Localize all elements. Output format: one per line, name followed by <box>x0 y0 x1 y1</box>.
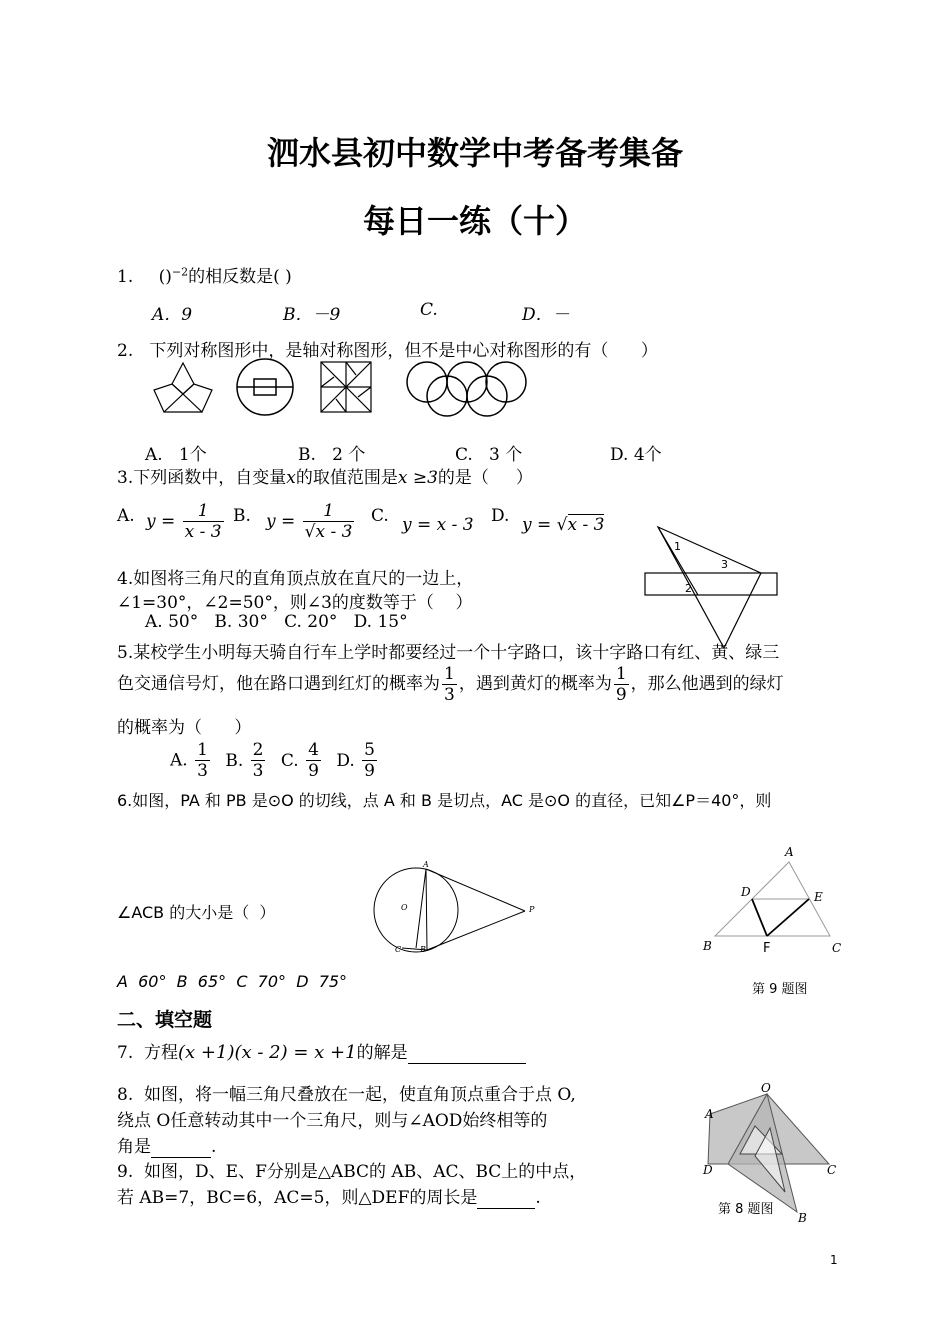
question-4-line1: 4.如图将三角尺的直角顶点放在直尺的一边上， <box>117 569 474 589</box>
q2-option-d: D. 4个 <box>610 445 662 465</box>
q5-opt-c-letter: C. <box>280 750 299 771</box>
q1-option-d: D．－ <box>522 305 570 325</box>
q7-stem: 7. 方程 <box>117 1043 179 1063</box>
ruler-shape <box>645 573 777 595</box>
q5-line2-a: 色交通信号灯，他在路口遇到红灯的概率为 <box>117 674 440 694</box>
q3-option-b: y = $\frac{1}{√x - 3}$ <box>266 501 353 542</box>
fig9-label-b: B <box>703 939 712 953</box>
question-8-line3 <box>117 1132 216 1158</box>
q5-opt-a-den: 3 <box>197 761 208 781</box>
q3-option-d: y = √x - 3 <box>522 515 605 535</box>
q3-a-yeq: y = <box>146 511 176 532</box>
q8-line3-tail: . <box>211 1137 217 1157</box>
fig8-label-d: D <box>703 1163 713 1177</box>
angle-1-label: 1 <box>674 540 681 553</box>
fig8-label-a: A <box>705 1107 714 1121</box>
q3-b-yeq: y = <box>266 511 296 532</box>
document-subtitle: 每日一练（十） <box>362 202 587 240</box>
question-5-line3: 的概率为（ ） <box>117 718 252 738</box>
question-7 <box>117 1038 526 1064</box>
q3-option-b-letter: B. <box>233 506 251 526</box>
q6-options: A 60° B 65° C 70° D 75° <box>117 972 348 991</box>
q5-line2-c: ，那么他遇到的绿灯 <box>630 674 784 694</box>
q5-opt-d-den: 9 <box>364 761 375 781</box>
fig8-label-c: C <box>827 1163 837 1177</box>
point-b-label: B <box>420 945 426 954</box>
q3-var: x <box>286 468 296 488</box>
q5-red-den: 3 <box>444 685 455 705</box>
q5-line2-b: ，遇到黄灯的概率为 <box>458 674 612 694</box>
q5-opt-a-letter: A. <box>170 750 188 771</box>
pinwheel-figure <box>321 362 371 412</box>
q4-options: A. 50° B. 30° C. 20° D. 15° <box>145 612 408 632</box>
document-title: 泗水县初中数学中考备考集备 <box>266 134 683 172</box>
q2-option-a: A. 1个 <box>145 445 207 465</box>
question-3 <box>117 463 533 488</box>
question-5-line1: 5.某校学生小明每天骑自行车上学时都要经过一个十字路口，该十字路口有红、黄、绿三 <box>117 643 780 663</box>
q5-opt-b-den: 3 <box>252 761 264 781</box>
question-5-line2 <box>117 664 784 705</box>
fig9-label-e: E <box>814 890 823 904</box>
q3-option-d-letter: D. <box>491 506 510 526</box>
fig8-label-o: O <box>761 1081 771 1095</box>
q3-option-a <box>146 501 226 542</box>
q3-stem-a: 3.下列函数中，自变量 <box>117 468 287 488</box>
q7-equation: (x +1)(x - 2) = x +1 <box>178 1042 357 1063</box>
q5-opt-c-den: 9 <box>308 761 319 781</box>
q3-b-num: 1 <box>303 501 355 522</box>
q5-yellow-num: 1 <box>615 664 627 684</box>
q5-opt-d-letter: D. <box>336 750 355 771</box>
q5-red-num: 1 <box>444 664 455 684</box>
q3-d-radicand: x - 3 <box>567 515 605 535</box>
fig9-label-f: F <box>763 941 771 956</box>
q7-tail: 的解是 <box>356 1043 408 1063</box>
fig9-label-c: C <box>832 941 842 955</box>
q2-figures <box>150 360 550 420</box>
fig9-caption: 第 9 题图 <box>752 982 808 997</box>
q1-option-c: C. <box>420 300 438 320</box>
q3-stem-b: 的取值范围是 <box>295 468 398 488</box>
q5-options <box>170 740 379 781</box>
q8-line3-text: 角是 <box>117 1137 151 1157</box>
point-a-label: A <box>423 860 429 869</box>
fig9-label-a: A <box>785 845 794 859</box>
angle-2-label: 2 <box>685 582 692 595</box>
q1-option-a: A．9 <box>152 305 193 325</box>
q5-opt-b-letter: B. <box>225 750 244 771</box>
q3-stem-c: 的是（ ） <box>437 468 533 488</box>
q5-opt-d-num: 5 <box>364 740 375 760</box>
circle-o <box>374 868 458 952</box>
question-4-line2: ∠1=30°，∠2=50°，则∠3的度数等于（ ） <box>117 593 473 613</box>
question-9-line2 <box>117 1183 541 1209</box>
q3-b-radicand: x - 3 <box>315 522 353 542</box>
q9-answer-blank[interactable] <box>477 1188 535 1209</box>
circle-square-figure <box>237 359 293 415</box>
point-c-label: C <box>395 945 402 954</box>
q5-opt-a-num: 1 <box>197 740 208 760</box>
q5-yellow-den: 9 <box>615 685 627 705</box>
page-number: 1 <box>830 1253 838 1267</box>
question-8-line2: 绕点 O任意转动其中一个三角尺，则与∠AOD始终相等的 <box>117 1111 548 1131</box>
q2-option-c: C. 3 个 <box>455 445 523 465</box>
fig9-figure <box>700 842 848 962</box>
q3-d-yeq: y = <box>522 515 552 535</box>
q3-option-c-letter: C. <box>371 506 389 526</box>
angle-3-label: 3 <box>721 558 728 571</box>
q3-option-c: y = x - 3 <box>402 515 474 535</box>
q3-condition: x ≥3 <box>397 468 438 488</box>
q3-option-a-letter: A. <box>117 506 135 526</box>
question-6-line2: ∠ACB 的大小是（ ） <box>117 903 276 922</box>
point-o-label: O <box>401 903 408 912</box>
q1-stem: 的相反数是( ) <box>188 267 292 287</box>
three-rhombus-figure <box>154 363 212 412</box>
q1-option-b: B．－9 <box>283 305 341 325</box>
question-8-line1: 8. 如图，将一幅三角尺叠放在一起，使直角顶点重合于点 O, <box>117 1085 576 1105</box>
q5-opt-c-num: 4 <box>308 740 319 760</box>
fig8-caption: 第 8 题图 <box>718 1202 774 1217</box>
q4-figure <box>640 525 780 650</box>
q1-number: 1. <box>117 267 134 287</box>
q5-opt-b-num: 2 <box>252 740 264 760</box>
section-fill-in-heading: 二、填空题 <box>117 1009 213 1031</box>
question-9-line1: 9. 如图，D、E、F分别是△ABC的 AB、AC、BC上的中点， <box>117 1162 587 1182</box>
q6-figure <box>368 860 548 960</box>
q7-answer-blank[interactable] <box>408 1043 526 1064</box>
question-6-line1: 6.如图，PA 和 PB 是⊙O 的切线，点 A 和 B 是切点，AC 是⊙O 的直径，已知∠P＝40°，则 <box>117 791 772 810</box>
point-p-label: P <box>529 905 535 914</box>
q9-line2-text: 若 AB=7，BC=6，AC=5，则△DEF的周长是 <box>117 1188 478 1208</box>
q2-option-b: B. 2 个 <box>298 445 366 465</box>
q8-answer-blank[interactable] <box>151 1137 211 1158</box>
question-2: 2. 下列对称图形中，是轴对称图形，但不是中心对称图形的有（ ） <box>117 341 658 361</box>
question-1: 1. ()$^{-2}$的相反数是( ) <box>117 265 292 287</box>
fig8-label-b: B <box>798 1211 807 1225</box>
q3-a-den: x - 3 <box>184 522 222 542</box>
five-rings-figure <box>407 362 526 416</box>
q3-a-num: 1 <box>183 501 224 522</box>
q9-line2-tail: . <box>535 1188 541 1208</box>
fig9-label-d: D <box>741 885 751 899</box>
